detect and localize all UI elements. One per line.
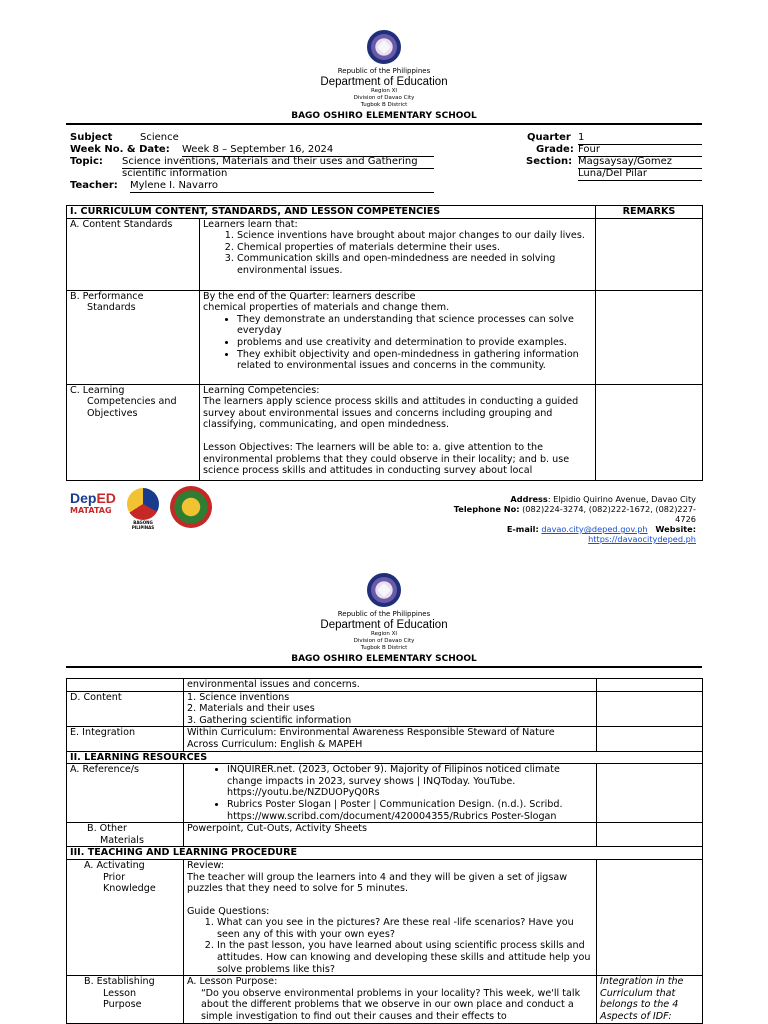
references-label: A. Reference/s bbox=[67, 764, 184, 823]
week-label: Week No. & Date: bbox=[70, 144, 170, 155]
list-item: • INQUIRER.net. (2023, October 9). Majority of Filipinos noticed climate change impacts in 2023, survey shows | INQToday. YouTube. https://youtu.be/NZDUOPyQ0Rs bbox=[227, 764, 593, 799]
establishing-label: B. Establishing Lesson Purpose bbox=[67, 976, 184, 1023]
continued-text: environmental issues and concerns. bbox=[184, 679, 597, 692]
subject-value: Science bbox=[140, 132, 179, 143]
school-name: BAGO OSHIRO ELEMENTARY SCHOOL bbox=[291, 111, 477, 121]
list-item: • problems and use creativity and determination to provide examples. bbox=[237, 337, 592, 349]
department-title: Department of Education bbox=[320, 619, 448, 631]
division-text: Division of Davao City bbox=[353, 95, 415, 101]
teacher-label: Teacher: bbox=[70, 180, 118, 191]
teacher-value: Mylene I. Navarro bbox=[130, 180, 434, 193]
header-rule bbox=[66, 666, 702, 668]
remarks-cell bbox=[596, 218, 703, 290]
subject-label: Subject bbox=[70, 132, 113, 143]
remarks-cell bbox=[596, 384, 703, 480]
establishing-remark: Integration in the Curriculum that belongs to the 4 Aspects of IDF: bbox=[597, 976, 703, 1023]
performance-standards-label: B. Performance Standards bbox=[67, 290, 200, 384]
school-name: BAGO OSHIRO ELEMENTARY SCHOOL bbox=[291, 654, 477, 664]
content-standards-list bbox=[203, 230, 592, 276]
deped-matatag-logo: DepED MATATAG bbox=[70, 490, 116, 515]
quarter-label: Quarter bbox=[527, 132, 571, 143]
integration-label: E. Integration bbox=[67, 727, 184, 751]
quarter-value: 1 bbox=[578, 132, 702, 145]
references-cell bbox=[184, 764, 597, 823]
list-item: 2. Materials and their uses bbox=[187, 703, 315, 715]
republic-text: Republic of the Philippines bbox=[337, 610, 431, 618]
list-item: 2. In the past lesson, you have learned about using scientific process skills and attitudes. How can knowing and developing these skills and attitude help you solve problems like this? bbox=[217, 940, 593, 975]
section-1-heading: I. CURRICULUM CONTENT, STANDARDS, AND LESSON COMPETENCIES bbox=[67, 206, 596, 219]
objectives-text: Lesson Objectives: The learners will be able to: a. give attention to the environmental problems that they could observe in their locality; and b. use science process skills and attitudes in conducting survey about local bbox=[203, 441, 570, 477]
website-link[interactable]: https://davaocitydeped.ph bbox=[588, 534, 696, 544]
remarks-cell bbox=[596, 290, 703, 384]
competencies-text: The learners apply science process skills and attitudes in conducting a guided survey about environmental issues and concerns including grouping and classifying, communicating, and open mindedness. bbox=[203, 396, 579, 431]
curriculum-table bbox=[66, 205, 703, 481]
content-standards-label: A. Content Standards bbox=[67, 218, 200, 290]
performance-intro: By the end of the Quarter: learners describe bbox=[203, 290, 416, 302]
establishing-cell: A. Lesson Purpose: “Do you observe environmental problems in your locality? This week, we'll talk about the different problems that we observe in our own place and conduct a simple investigation to find out their causes and their effects to bbox=[184, 976, 597, 1023]
list-item: • They exhibit objectivity and open-mindedness in gathering information related to environmental issues and concerns in the community. bbox=[237, 349, 592, 372]
section-3-heading: III. TEACHING AND LEARNING PROCEDURE bbox=[67, 847, 703, 860]
week-value: Week 8 – September 16, 2024 bbox=[182, 144, 434, 157]
list-item: 1. Science inventions bbox=[187, 691, 290, 703]
content-standards-intro: Learners learn that: bbox=[203, 218, 298, 230]
deped-seal-icon bbox=[367, 573, 401, 607]
region-text: Region XI bbox=[371, 88, 397, 94]
grade-label: Grade: bbox=[536, 144, 574, 155]
division-seal-icon bbox=[170, 486, 212, 528]
region-text: Region XI bbox=[371, 631, 397, 637]
section-2-heading: II. LEARNING RESOURCES bbox=[67, 751, 703, 764]
division-text: Division of Davao City bbox=[353, 638, 415, 644]
content-label: D. Content bbox=[67, 691, 184, 727]
contact-footer: Address: Elpidio Quirino Avenue, Davao City Telephone No: (082)224-3274, (082)222-1672, (082)227- 4726 E-mail: davao.city@deped.gov.ph Website: https://davaocitydeped.ph bbox=[453, 494, 696, 544]
department-title: Department of Education bbox=[320, 76, 448, 88]
grade-value: Four bbox=[578, 144, 702, 157]
section-value-2: Luna/Del Pilar bbox=[578, 168, 702, 181]
competencies-label: C. Learning Competencies and Objectives bbox=[67, 384, 200, 480]
activating-cell: Review: The teacher will group the learners into 4 and they will be given a set of jigsaw puzzles that they need to solve for 5 minutes. Guide Questions: 1. What can you see in the pictures? Are these real -life scenarios? Have you seen any of this with your own eyes? 2. In the past lesson, you have learned about using scientific process skills and attitudes. How can knowing and developing these skills and attitude help you solve problems like this? bbox=[184, 859, 597, 975]
competencies-heading: Learning Competencies: bbox=[203, 384, 320, 396]
district-text: Tugbok B District bbox=[360, 645, 408, 651]
integration-cell: Within Curriculum: Environmental Awareness Responsible Steward of Nature Across Curriculum: English & MAPEH bbox=[184, 727, 597, 751]
lesson-info bbox=[0, 132, 768, 196]
deped-seal-icon bbox=[367, 30, 401, 64]
list-item: 3. Communication skills and open-mindedness are needed in solving environmental issues. bbox=[237, 253, 592, 276]
performance-standards-cell bbox=[200, 290, 596, 384]
list-item: 3. Gathering scientific information bbox=[187, 714, 352, 726]
activating-label: A. Activating Prior Knowledge bbox=[67, 859, 184, 975]
republic-text: Republic of the Philippines bbox=[337, 67, 431, 75]
section-label: Section: bbox=[526, 156, 573, 167]
topic-value-2: scientific information bbox=[122, 168, 228, 179]
remarks-heading: REMARKS bbox=[596, 206, 703, 219]
performance-list bbox=[203, 314, 592, 372]
bagong-pilipinas-logo: BAGONG PILIPINAS bbox=[122, 488, 164, 528]
content-standards-cell bbox=[200, 218, 596, 290]
list-item: 1. Science inventions have brought about major changes to our daily lives. bbox=[237, 230, 592, 242]
procedure-table bbox=[66, 678, 703, 1024]
performance-intro-2: chemical properties of materials and change them. bbox=[203, 302, 450, 314]
content-cell bbox=[184, 691, 597, 727]
other-materials-label: B. Other Materials bbox=[67, 823, 184, 847]
list-item: 2. Chemical properties of materials determine their uses. bbox=[237, 242, 592, 254]
list-item: • They demonstrate an understanding that science processes can solve everyday bbox=[237, 314, 592, 337]
district-text: Tugbok B District bbox=[360, 102, 408, 108]
email-link[interactable]: davao.city@deped.gov.ph bbox=[541, 524, 648, 534]
competencies-cell bbox=[200, 384, 596, 480]
list-item: • Rubrics Poster Slogan | Poster | Communication Design. (n.d.). Scribd. https://www.scribd.com/document/420004355/Rubrics Poster-Slogan bbox=[227, 799, 593, 822]
section-value-1: Magsaysay/Gomez bbox=[578, 156, 702, 169]
other-materials-cell: Powerpoint, Cut-Outs, Activity Sheets bbox=[184, 823, 597, 847]
list-item: 1. What can you see in the pictures? Are these real -life scenarios? Have you seen any of this with your own eyes? bbox=[217, 917, 593, 940]
topic-label: Topic: bbox=[70, 156, 103, 167]
header-rule bbox=[66, 123, 702, 125]
topic-value-1: Science inventions, Materials and their uses and Gathering bbox=[122, 156, 434, 169]
